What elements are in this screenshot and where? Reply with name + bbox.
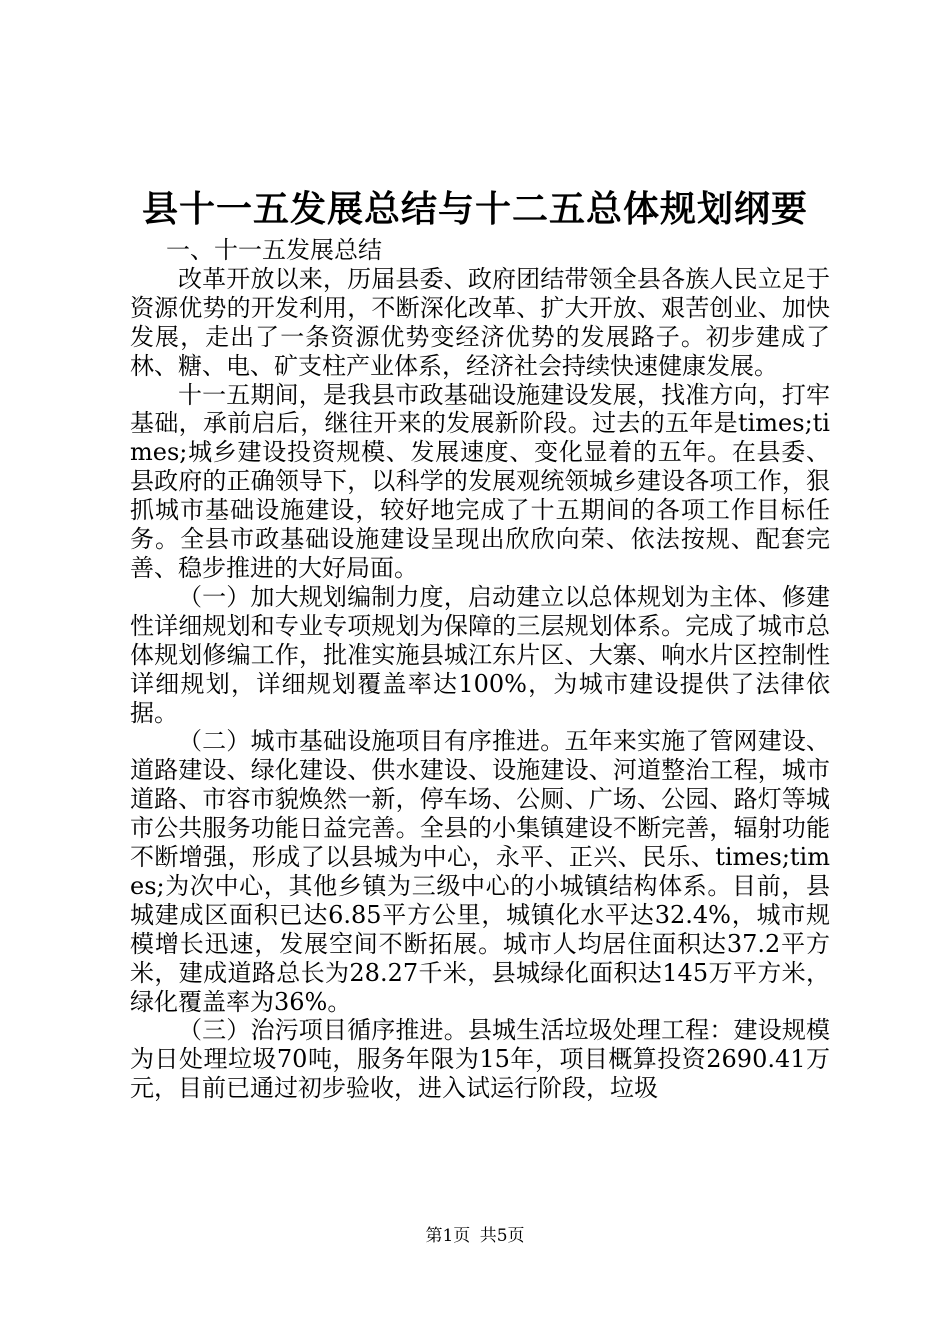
paragraph: 十一五期间，是我县市政基础设施建设发展，找准方向，打牢基础，承前启后，继往开来的发展新阶段。过去的五年是times;times;城乡建设投资规模、发展速度、变化显着的五年。在县委、县政府的正确领导下，以科学的发展观统领城乡建设各项工作，狠抓城市基础设施建设，较好地完成了十五期间的各项工作目标任务。全县市政基础设施建设呈现出欣欣向荣、依法按规、配套完善、稳步推进的大好局面。 — [130, 380, 830, 582]
section-heading: 一、十一五发展总结 — [166, 236, 382, 264]
page-number-footer: 第1页 共5页 — [425, 1226, 525, 1246]
paragraph: （三）治污项目循序推进。县城生活垃圾处理工程：建设规模为日处理垃圾70吨，服务年限为15年，项目概算投资2690.41万元，目前已通过初步验收，进入试运行阶段，垃圾 — [130, 1016, 830, 1103]
document-body — [130, 236, 830, 1103]
paragraph: （二）城市基础设施项目有序推进。五年来实施了管网建设、道路建设、绿化建设、供水建设、设施建设、河道整治工程，城市道路、市容市貌焕然一新，停车场、公厕、广场、公园、路灯等城市公共服务功能日益完善。全县的小集镇建设不断完善，辐射功能不断增强，形成了以县城为中心，永平、正兴、民乐、times;times;为次中心，其他乡镇为三级中心的小城镇结构体系。目前，县城建成区面积已达6.85平方公里，城镇化水平达32.4%，城市规模增长迅速，发展空间不断拓展。城市人均居住面积达37.2平方米，建成道路总长为28.27千米，县城绿化面积达145万平方米，绿化覆盖率为36%。 — [130, 727, 830, 1016]
paragraph: （一）加大规划编制力度，启动建立以总体规划为主体、修建性详细规划和专业专项规划为保障的三层规划体系。完成了城市总体规划修编工作，批准实施县城江东片区、大寨、响水片区控制性详细规划，详细规划覆盖率达100%，为城市建设提供了法律依据。 — [130, 582, 830, 727]
paragraph: 改革开放以来，历届县委、政府团结带领全县各族人民立足于资源优势的开发利用，不断深化改革、扩大开放、艰苦创业、加快发展，走出了一条资源优势变经济优势的发展路子。初步建成了林、糖、电、矿支柱产业体系，经济社会持续快速健康发展。 — [130, 264, 830, 380]
document-title: 县十一五发展总结与十二五总体规划纲要 — [141, 189, 808, 230]
